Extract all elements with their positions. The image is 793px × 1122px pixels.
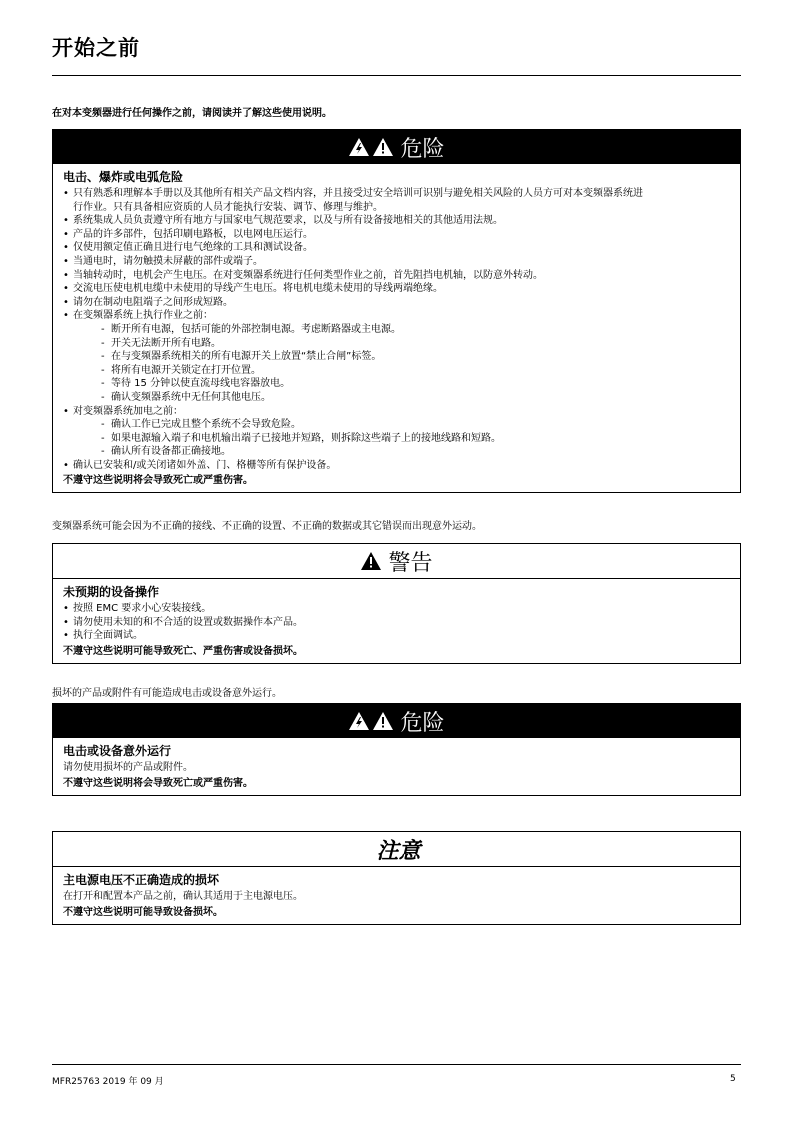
damaged-product-note: 损坏的产品或附件有可能造成电击或设备意外运行。: [52, 688, 282, 699]
list-item-text: 产品的许多部件，包括印刷电路板，以电网电压运行。: [73, 228, 313, 240]
bullet-marker: -: [101, 446, 105, 458]
danger-body: [53, 164, 740, 492]
list-item-text: 确认工作已完成且整个系统不会导致危险。: [111, 419, 301, 431]
bullet-marker: •: [63, 630, 69, 642]
danger-body: [53, 738, 740, 795]
footer-divider: [52, 1064, 741, 1065]
bullet-marker: •: [63, 228, 69, 240]
list-item-text: 请勿使用未知的和不合适的设置或数据操作本产品。: [73, 616, 303, 628]
warning-label: 警告: [388, 550, 433, 576]
unexpected-motion-note: 变频器系统可能会因为不正确的接线、不正确的设置、不正确的数据或其它错误而出现意外运动。: [52, 521, 482, 532]
bullet-marker: •: [63, 310, 69, 322]
list-item-text: 确认已安装和/或关闭诸如外盖、门、格栅等所有保护设备。: [73, 459, 337, 471]
bullet-marker: •: [63, 215, 69, 227]
notice-body: [53, 867, 740, 924]
list-item: [63, 432, 730, 446]
hazard-consequence: 不遵守这些说明将会导致死亡或严重伤害。: [63, 475, 253, 487]
bullet-marker: -: [101, 323, 105, 335]
list-item-text: 确认变频器系统中无任何其他电压。: [111, 391, 271, 403]
bullet-marker: •: [63, 459, 69, 471]
list-item: [63, 445, 730, 459]
notice-incorrect-mains-voltage: [52, 831, 741, 925]
notice-label: 注意: [376, 838, 421, 864]
bullet-marker: -: [101, 337, 105, 349]
electric-hazard-icon: [348, 711, 370, 731]
warning-triangle-icon: [360, 551, 382, 571]
list-item-text: 执行全面调试。: [73, 630, 143, 642]
list-item: [63, 241, 730, 255]
list-item: [63, 418, 730, 432]
warning-subtitle: 未预期的设备操作: [63, 585, 160, 599]
warning-triangle-icon: [372, 137, 394, 157]
warning-body: [53, 579, 740, 663]
list-item-text: 系统集成人员负责遵守所有地方与国家电气规范要求，以及与所有设备接地相关的其他适用法规。: [73, 215, 503, 227]
list-item-text: 请勿在制动电阻端子之间形成短路。: [73, 296, 233, 308]
danger-label: 危险: [400, 136, 445, 162]
list-item: [63, 296, 730, 310]
list-item: [63, 323, 730, 337]
bullet-marker: -: [101, 432, 105, 444]
list-item-text: 将所有电源开关锁定在打开位置。: [111, 364, 261, 376]
danger-notice-electric-shock: [52, 129, 741, 493]
hazard-subtitle: 电击、爆炸或电弧危险: [63, 170, 184, 184]
list-item: [63, 228, 730, 242]
hazard-instruction-list: [63, 187, 730, 472]
list-item-text: 仅使用额定值正确且进行电气绝缘的工具和测试设备。: [73, 242, 313, 254]
list-item: [63, 282, 730, 296]
bullet-marker: -: [101, 391, 105, 403]
list-item-text: 对变频器系统加电之前：: [73, 405, 183, 417]
list-item: [63, 459, 730, 473]
danger-notice-damaged-product: [52, 703, 741, 796]
danger-header: [53, 130, 740, 164]
warning-notice-unexpected-operation: [52, 543, 741, 664]
list-item: [63, 187, 730, 201]
list-item: [63, 255, 730, 269]
list-item: [63, 616, 730, 630]
list-item: [63, 309, 730, 323]
list-item: [63, 405, 730, 419]
list-item-text: 断开所有电源，包括可能的外部控制电源。考虑断路器或主电源。: [111, 323, 401, 335]
list-item-text: 如果电源输入端子和电机输出端子已接地并短路，则拆除这些端子上的接地线路和短路。: [111, 432, 501, 444]
list-item-text: 确认所有设备都正确接地。: [111, 446, 231, 458]
list-item-text: 在与变频器系统相关的所有电源开关上放置“禁止合闸”标签。: [111, 351, 382, 363]
warning-consequence: 不遵守这些说明可能导致死亡、严重伤害或设备损坏。: [63, 645, 303, 657]
list-item: [63, 391, 730, 405]
page-title: 开始之前: [52, 36, 140, 60]
warning-triangle-icon: [372, 711, 394, 731]
bullet-marker: •: [63, 242, 69, 254]
bullet-marker: •: [63, 616, 69, 628]
list-item-text: 只有熟悉和理解本手册以及其他所有相关产品文档内容，并且接受过安全培训可识别与避免相关风险的人员方可对本变频器系统进: [73, 188, 643, 199]
list-item-text: 开关无法断开所有电路。: [111, 337, 221, 349]
list-item: [63, 214, 730, 228]
list-item: [63, 602, 730, 616]
bullet-marker: •: [63, 405, 69, 417]
hazard-instruction: 请勿使用损坏的产品或附件。: [63, 762, 193, 773]
footer-doc-info: MFR25763 2019 年 09 月: [52, 1077, 164, 1087]
danger-label: 危险: [400, 710, 445, 736]
danger-header: [53, 704, 740, 738]
list-item-text: 行作业。只有具备相应资质的人员才能执行安装、调节、修理与维护。: [73, 201, 383, 213]
list-item-text: 当轴转动时，电机会产生电压。在对变频器系统进行任何类型作业之前，首先阻挡电机轴，以防意外转动。: [73, 269, 543, 281]
bullet-marker: •: [63, 603, 69, 614]
page-number: 5: [730, 1074, 736, 1084]
list-item: [63, 377, 730, 391]
bullet-marker: •: [63, 269, 69, 281]
bullet-marker: -: [101, 364, 105, 376]
list-item-text: 等待 15 分钟以使直流母线电容器放电。: [111, 378, 291, 390]
bullet-marker: •: [63, 255, 69, 267]
list-item-text: 按照 EMC 要求小心安装接线。: [73, 603, 212, 614]
bullet-marker: •: [63, 283, 69, 295]
warning-header: [53, 544, 740, 579]
bullet-marker: -: [101, 378, 105, 390]
list-item: [63, 269, 730, 283]
list-item-text: 交流电压使电机电缆中未使用的导线产生电压。将电机电缆未使用的导线两端绝缘。: [73, 283, 443, 295]
notice-consequence: 不遵守这些说明可能导致设备损坏。: [63, 907, 223, 918]
hazard-consequence: 不遵守这些说明将会导致死亡或严重伤害。: [63, 778, 253, 789]
intro-text: 在对本变频器进行任何操作之前，请阅读并了解这些使用说明。: [52, 108, 332, 119]
list-item-text: 当通电时，请勿触摸未屏蔽的部件或端子。: [73, 255, 263, 267]
bullet-marker: •: [63, 188, 69, 199]
list-item: [63, 337, 730, 351]
hazard-subtitle: 电击或设备意外运行: [63, 744, 172, 758]
warning-instruction-list: [63, 602, 730, 643]
list-item: [63, 350, 730, 364]
list-item: [63, 629, 730, 643]
notice-subtitle: 主电源电压不正确造成的损坏: [63, 873, 220, 887]
notice-instruction: 在打开和配置本产品之前，确认其适用于主电源电压。: [63, 891, 303, 902]
list-item-text: 在变频器系统上执行作业之前：: [73, 310, 213, 322]
bullet-marker: •: [63, 296, 69, 308]
electric-hazard-icon: [348, 137, 370, 157]
bullet-marker: -: [101, 351, 105, 363]
list-item: [63, 201, 730, 215]
title-divider: [52, 75, 741, 76]
bullet-marker: -: [101, 419, 105, 431]
notice-header: [53, 832, 740, 867]
list-item: [63, 364, 730, 378]
